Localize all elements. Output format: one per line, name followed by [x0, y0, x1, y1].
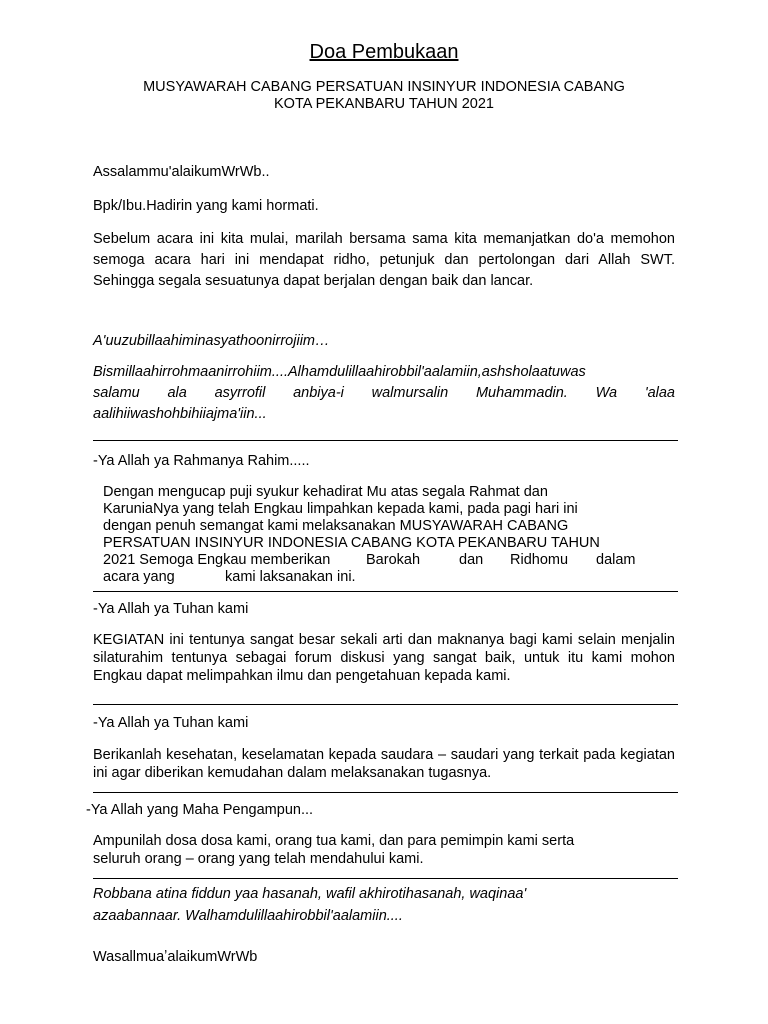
- section-4-line: Ampunilah dosa dosa kami, orang tua kami, dan para pemimpin kami serta: [93, 833, 575, 849]
- greeting: Assalammu'alaikumWrWb..: [93, 164, 270, 180]
- subtitle-line-1: MUSYAWARAH CABANG PERSATUAN INSINYUR INDONESIA CABANG: [143, 79, 625, 95]
- divider: [93, 704, 678, 705]
- section-4-body: [93, 832, 574, 868]
- section-4-heading: -Ya Allah yang Maha Pengampun...: [86, 802, 314, 818]
- closing-line: Robbana atina fiddun yaa hasanah, wafil akhirotihasanah, waqinaa': [93, 886, 527, 902]
- divider: [93, 792, 678, 793]
- divider: [93, 440, 678, 441]
- basmalah-line-1: Bismillaahirrohmaanirrohiim....Alhamdulillaahirobbil'aalamiin,ashsholaatuwas: [93, 364, 586, 380]
- closing-prayer: [93, 883, 526, 927]
- section-3-heading: -Ya Allah ya Tuhan kami: [93, 715, 249, 731]
- section-1-line: [103, 569, 665, 586]
- section-1-text: Barokah: [366, 552, 421, 568]
- section-1-text: kami laksanakan ini.: [225, 569, 356, 585]
- closing-line: azaabannaar. Walhamdulillaahirobbil'aalamiin....: [93, 908, 403, 924]
- section-3-body: Berikanlah kesehatan, keselamatan kepada saudara – saudari yang terkait pada kegiatan ini agar diberikan kemudahan dalam melaksanakan tugasnya.: [93, 747, 675, 781]
- taawudz: A'uuzubillaahiminasyathoonirrojiim…: [93, 333, 330, 349]
- intro-paragraph: Sebelum acara ini kita mulai, marilah bersama sama kita memanjatkan do'a memohon semoga acara hari ini mendapat ridho, petunjuk dan pertolongan dari Allah SWT. Sehingga segala sesuatunya dapat berjalan dengan baik dan lancar.: [93, 231, 675, 289]
- section-2-body: KEGIATAN ini tentunya sangat besar sekali arti dan maknanya bagi kami selain menjalin silaturahim tentunya sebagai forum diskusi yang sangat baik, untuk itu kami mohon Engkau dapat melimpahkan ilmu dan pengetahuan kepada kami.: [93, 632, 675, 684]
- section-1-line: PERSATUAN INSINYUR INDONESIA CABANG KOTA PEKANBARU TAHUN: [103, 535, 600, 551]
- section-1-text: acara yang: [103, 569, 175, 585]
- basmalah-rest: salamu ala asyrrofil anbiya-i walmursalin Muhammadin. Wa 'alaa aalihiiwashohbihiiajma'iin...: [93, 385, 675, 422]
- document-subtitle: [100, 79, 668, 113]
- section-1-heading: -Ya Allah ya Rahmanya Rahim.....: [93, 453, 310, 469]
- section-1-text: dalam: [596, 552, 636, 568]
- section-2-heading: -Ya Allah ya Tuhan kami: [93, 601, 249, 617]
- address: Bpk/Ibu.Hadirin yang kami hormati.: [93, 198, 319, 214]
- farewell: WasallmuaʼalaikumWrWb: [93, 949, 258, 965]
- subtitle-line-2: KOTA PEKANBARU TAHUN 2021: [274, 96, 494, 112]
- section-4-line: seluruh orang – orang yang telah mendahului kami.: [93, 851, 424, 867]
- section-1-text: 2021 Semoga Engkau memberikan: [103, 552, 331, 568]
- section-1-text: Ridhomu: [510, 552, 569, 568]
- section-1-body: [103, 484, 665, 586]
- divider: [93, 878, 678, 879]
- section-1-line: KaruniaNya yang telah Engkau limpahkan kepada kami, pada pagi hari ini: [103, 501, 578, 517]
- section-1-line: Dengan mengucap puji syukur kehadirat Mu atas segala Rahmat dan: [103, 484, 548, 500]
- section-1-text: dan: [459, 552, 484, 568]
- divider: [93, 591, 678, 592]
- page-title: Doa Pembukaan: [309, 41, 459, 63]
- section-1-line: dengan penuh semangat kami melaksanakan MUSYAWARAH CABANG: [103, 518, 569, 534]
- section-1-line: [103, 552, 665, 569]
